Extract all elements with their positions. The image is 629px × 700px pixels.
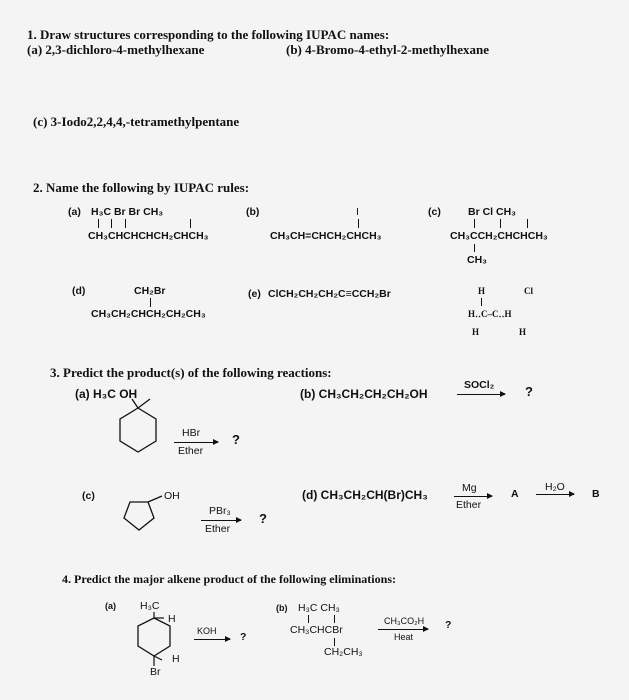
- q2-title: 2. Name the following by IUPAC rules:: [33, 180, 250, 195]
- q3-c-product: ?: [259, 511, 267, 526]
- q3-d-B: B: [592, 488, 600, 500]
- q4-b-product: ?: [445, 619, 452, 631]
- q3-d-label: (d) CH₃CH₂CH(Br)CH₃: [302, 488, 428, 502]
- q4-a-arrow: [194, 639, 230, 640]
- q3-c-reagent: PBr₃: [209, 505, 231, 517]
- q4-title: 4. Predict the major alkene product of the following eliminations:: [62, 572, 396, 586]
- q3-c-solvent: Ether: [205, 523, 231, 535]
- q4-b-top: H₃C CH₃: [298, 602, 340, 614]
- q4-a-reagent: KOH: [197, 626, 217, 636]
- q4-a-label: (a): [105, 601, 116, 611]
- q2-b-main: CH₃CH=CHCH₂CHCH₃: [270, 230, 382, 242]
- q4-b-cond: Heat: [394, 632, 414, 642]
- q4-b-arrow: [378, 629, 428, 630]
- q3-d-solvent: Ether: [456, 499, 482, 511]
- q3-a-label: (a) H₃C OH: [75, 387, 138, 401]
- q2-f-h1: H: [478, 286, 486, 296]
- q3-b-product: ?: [525, 384, 533, 399]
- cyclohexane-ring-4a: [130, 612, 190, 672]
- q2-a-label: (a): [68, 206, 81, 218]
- q4-b-main: CH₃CHCBr: [290, 624, 343, 636]
- q2-f-mid: H․․C–C․․H: [468, 309, 512, 319]
- q2-c-top: Br Cl CH₃: [468, 206, 517, 218]
- q4-a-h3c: H₃C: [140, 600, 160, 612]
- q3-a-solvent: Ether: [178, 445, 204, 457]
- q1-a: (a) 2,3-dichloro-4-methylhexane: [27, 42, 205, 57]
- q2-e-label: (e): [248, 288, 261, 300]
- q2-a-top: H₃C Br Br CH₃: [91, 206, 164, 218]
- q2-d-top: CH₂Br: [134, 285, 166, 297]
- q3-b-arrow: [457, 394, 505, 395]
- q4-a-h1: H: [168, 613, 176, 625]
- q2-a-main: CH₃CHCHCHCH₂CHCH₃: [88, 230, 209, 242]
- q4-a-h2: H: [172, 653, 180, 665]
- q3-b-reagent: SOCl₂: [464, 379, 495, 391]
- q3-d-reagent2: H₂O: [545, 481, 565, 493]
- q2-b-label: (b): [246, 206, 260, 218]
- q3-d-arrow2: [536, 494, 574, 495]
- q3-title: 3. Predict the product(s) of the following reactions:: [50, 365, 332, 380]
- cyclohexane-ring-a: [110, 398, 170, 468]
- q1-b: (b) 4-Bromo-4-ethyl-2-methylhexane: [286, 42, 490, 57]
- q3-c-label: (c): [82, 490, 95, 502]
- q2-f-h3: H: [519, 327, 527, 337]
- q3-d-A: A: [511, 488, 519, 500]
- q2-c-label: (c): [428, 206, 441, 218]
- q4-b-reagent: CH₃CO₂H: [384, 616, 425, 626]
- q3-d-arrow: [454, 496, 492, 497]
- q1-c: (c) 3-Iodo2,2,4,4,-tetramethylpentane: [33, 114, 240, 129]
- q3-b-label: (b) CH₃CH₂CH₂CH₂OH: [300, 387, 428, 401]
- q2-b-top: I: [356, 206, 359, 218]
- q2-f-cl: Cl: [524, 286, 533, 296]
- q4-a-br: Br: [150, 666, 161, 678]
- q2-d-label: (d): [72, 285, 86, 297]
- q4-b-label: (b): [276, 603, 288, 613]
- q3-a-arrow: [174, 442, 218, 443]
- q2-e-main: ClCH₂CH₂CH₂C≡CCH₂Br: [268, 288, 391, 300]
- q3-a-product: ?: [232, 432, 240, 447]
- q2-f-h2: H: [472, 327, 480, 337]
- q2-c-main: CH₃CCH₂CHCHCH₃: [450, 230, 548, 242]
- q4-a-product: ?: [240, 631, 247, 643]
- q3-d-reagent: Mg: [462, 482, 477, 494]
- q3-a-reagent: HBr: [182, 427, 201, 439]
- q2-d-main: CH₃CH₂CHCH₂CH₂CH₃: [91, 308, 206, 320]
- q4-b-bottom: CH₂CH₃: [324, 646, 363, 658]
- q1-title: 1. Draw structures corresponding to the following IUPAC names:: [27, 27, 390, 42]
- q2-c-bottom: CH₃: [467, 254, 488, 266]
- q3-c-arrow: [201, 520, 241, 521]
- q3-c-oh: OH: [164, 490, 180, 502]
